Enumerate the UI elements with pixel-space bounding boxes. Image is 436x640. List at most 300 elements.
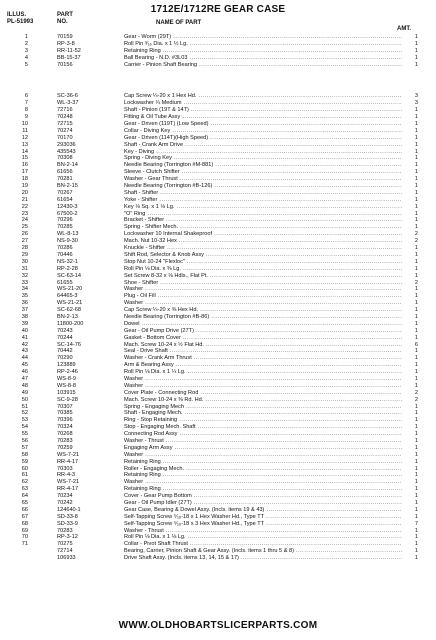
illus-number: 6 bbox=[24, 93, 28, 100]
illus-number: 71 bbox=[21, 541, 28, 548]
amount: 1 bbox=[414, 465, 418, 472]
illus-number: 23 bbox=[21, 210, 28, 217]
part-number: 70275 bbox=[57, 541, 73, 548]
illus-number: 17 bbox=[21, 169, 28, 176]
part-name: Bearing, Carrier, Pinion Shaft & Gear Assy. (Incls. items 1 thru 5 & 8) ..... bbox=[124, 548, 402, 555]
part-number: SD-33-8 bbox=[57, 513, 78, 520]
illus-number: 69 bbox=[21, 527, 28, 534]
part-number: 70446 bbox=[57, 251, 73, 258]
part-number: 70259 bbox=[57, 444, 73, 451]
amount: 1 bbox=[414, 61, 418, 68]
part-name: Connecting Rod Assy ..... bbox=[124, 431, 402, 438]
amount: 2 bbox=[414, 238, 418, 245]
part-number: 70385 bbox=[57, 410, 73, 417]
illus-number: 38 bbox=[21, 313, 28, 320]
amount: 1 bbox=[414, 307, 418, 314]
table-row bbox=[0, 528, 436, 535]
illus-number: 55 bbox=[21, 431, 28, 438]
part-number: NS-32-1 bbox=[57, 258, 78, 265]
part-number: 64465-3 bbox=[57, 293, 78, 300]
part-name: Retaining Ring ..... bbox=[124, 472, 402, 479]
amount: 7 bbox=[414, 520, 418, 527]
part-number: 70274 bbox=[57, 127, 73, 134]
illus-number: 70 bbox=[21, 534, 28, 541]
amount: 1 bbox=[414, 334, 418, 341]
illus-number: 28 bbox=[21, 245, 28, 252]
part-name: Gear - Worm (29T) ..... bbox=[124, 34, 402, 41]
amount: 1 bbox=[414, 431, 418, 438]
part-label: PART bbox=[57, 12, 73, 18]
part-name: Washer - Crank Arm Thrust ..... bbox=[124, 355, 402, 362]
illus-number: 16 bbox=[21, 162, 28, 169]
part-name: Collar - Diving Key ..... bbox=[124, 128, 402, 135]
illus-number: 11 bbox=[22, 127, 28, 134]
part-number: RR-4-3 bbox=[57, 472, 76, 479]
amount: 1 bbox=[414, 451, 418, 458]
amount: 1 bbox=[414, 196, 418, 203]
part-number: 70248 bbox=[57, 114, 73, 121]
part-name: Needle Bearing (Torrington #B-86) ..... bbox=[124, 314, 402, 321]
part-number: WS-7-21 bbox=[57, 479, 80, 486]
illus-number: 30 bbox=[21, 258, 28, 265]
part-name: Lockwasher 10 Internal Shakeproof ..... bbox=[124, 231, 402, 238]
table-row bbox=[0, 548, 436, 555]
part-name: Self-Tapping Screw ⁵⁄₁₆-18 x 1 Hex Washer Hd., Type TT ..... bbox=[124, 514, 402, 521]
part-number: 12430-3 bbox=[57, 203, 78, 210]
part-name: Bracket - Shifter ..... bbox=[124, 217, 402, 224]
part-number: 70170 bbox=[57, 134, 73, 141]
part-number: 61656 bbox=[57, 169, 73, 176]
part-name: Roller - Engaging Mech. ..... bbox=[124, 466, 402, 473]
amount: 1 bbox=[414, 417, 418, 424]
parts-list-number: PL-51993 bbox=[7, 19, 34, 25]
part-number: 103915 bbox=[57, 389, 76, 396]
amount: 1 bbox=[414, 40, 418, 47]
illus-number: 10 bbox=[21, 121, 28, 128]
part-number: 70267 bbox=[57, 189, 73, 196]
table-row bbox=[0, 114, 436, 121]
table-row bbox=[0, 41, 436, 48]
part-number: 70159 bbox=[57, 34, 73, 40]
illus-number: 66 bbox=[21, 506, 28, 513]
part-name: Washer ..... bbox=[124, 452, 402, 459]
illus-number: 60 bbox=[21, 465, 28, 472]
amount: 1 bbox=[414, 534, 418, 541]
amount: 1 bbox=[414, 437, 418, 444]
table-row bbox=[0, 300, 436, 307]
table-row bbox=[0, 155, 436, 162]
part-number: NS-9-30 bbox=[57, 238, 78, 245]
illus-number: 13 bbox=[21, 141, 28, 148]
part-number: 70244 bbox=[57, 334, 73, 341]
amount: 6 bbox=[414, 341, 418, 348]
part-number: RR-4-17 bbox=[57, 458, 79, 465]
illus-number: 43 bbox=[21, 348, 28, 355]
part-number: 70396 bbox=[57, 417, 73, 424]
table-row bbox=[0, 335, 436, 342]
amount: 1 bbox=[414, 169, 418, 176]
part-number: SC-14-76 bbox=[57, 341, 81, 348]
illus-number: 31 bbox=[21, 265, 28, 272]
table-row bbox=[0, 273, 436, 280]
part-name: Retaining Ring ..... bbox=[124, 486, 402, 493]
amount: 1 bbox=[414, 286, 418, 293]
part-name: Lockwasher ¼ Medium ..... bbox=[124, 100, 402, 107]
illus-number: 8 bbox=[24, 107, 28, 114]
table-row bbox=[0, 424, 436, 431]
illus-number: 35 bbox=[21, 293, 28, 300]
amount: 1 bbox=[414, 34, 418, 40]
table-row bbox=[0, 390, 436, 397]
table-row bbox=[0, 514, 436, 521]
table-row bbox=[0, 183, 436, 190]
amount: 1 bbox=[414, 189, 418, 196]
amount: 1 bbox=[414, 224, 418, 231]
part-number: WS-8-9 bbox=[57, 375, 76, 382]
illus-number: 3 bbox=[24, 47, 28, 54]
part-name: Washer - Thrust ..... bbox=[124, 528, 402, 535]
part-number: 435543 bbox=[57, 148, 76, 155]
amount: 1 bbox=[414, 121, 418, 128]
part-name: Retaining Ring ..... bbox=[124, 48, 402, 55]
part-name: Retaining Ring ..... bbox=[124, 459, 402, 466]
part-name: Dowel ..... bbox=[124, 321, 402, 328]
name-of-part-header: NAME OF PART bbox=[156, 20, 202, 26]
part-number: 61654 bbox=[57, 196, 73, 203]
amount-header: AMT. bbox=[397, 26, 411, 32]
amount: 1 bbox=[414, 513, 418, 520]
amount: 1 bbox=[414, 369, 418, 376]
illus-number: 59 bbox=[21, 458, 28, 465]
website-footer: WWW.OLDHOBARTSLICERPARTS.COM bbox=[118, 620, 318, 631]
table-row bbox=[0, 417, 436, 424]
part-name: Key ⅛ Sq. x 1 ⅛ Lg. ..... bbox=[124, 204, 402, 211]
amount: 1 bbox=[414, 176, 418, 183]
table-row bbox=[0, 500, 436, 507]
table-row bbox=[0, 438, 436, 445]
part-name: Gear - Driven (119T) (Low Speed) ..... bbox=[124, 121, 402, 128]
part-name: Mach. Screw 10-24 x ⅜ Rd. Hd. ..... bbox=[124, 397, 402, 404]
part-number: RP-2-28 bbox=[57, 265, 78, 272]
part-name: Stop - Engaging Mech. Shaft ..... bbox=[124, 424, 402, 431]
part-number: RR-4-17 bbox=[57, 486, 79, 493]
illus-number: 15 bbox=[21, 155, 28, 162]
illus-number: 44 bbox=[21, 355, 28, 362]
table-row bbox=[0, 149, 436, 156]
amount: 2 bbox=[414, 279, 418, 286]
illus-number: 36 bbox=[21, 300, 28, 307]
part-name: Spring - Diving Key ..... bbox=[124, 155, 402, 162]
amount: 3 bbox=[414, 100, 418, 107]
illus-number: 2 bbox=[24, 40, 28, 47]
illus-number: 68 bbox=[21, 520, 28, 527]
part-name: Washer - Thrust ..... bbox=[124, 438, 402, 445]
amount: 1 bbox=[414, 479, 418, 486]
part-name: Mach. Screw 10-24 x ½ Flat Hd. ..... bbox=[124, 342, 402, 349]
amount: 1 bbox=[414, 210, 418, 217]
table-row bbox=[0, 238, 436, 245]
part-name: Gear Case, Bearing & Dowel Assy. (Incls. items 19 & 43) ..... bbox=[124, 507, 402, 514]
illus-number: 12 bbox=[21, 134, 28, 141]
part-number: SC-62-68 bbox=[57, 307, 81, 314]
part-name: "O" Ring ..... bbox=[124, 211, 402, 218]
part-number: SD-33-9 bbox=[57, 520, 78, 527]
parts-table bbox=[0, 34, 436, 562]
part-number: SC-9-28 bbox=[57, 396, 78, 403]
part-number: BN-2-13 bbox=[57, 313, 78, 320]
table-row bbox=[0, 369, 436, 376]
part-number: RP-3-12 bbox=[57, 534, 78, 541]
part-number: RP-2-46 bbox=[57, 369, 78, 376]
table-row bbox=[0, 486, 436, 493]
part-name: Needle Bearing (Torrington #M-881) ..... bbox=[124, 162, 402, 169]
part-name: Carrier - Pinion Shaft Bearing ..... bbox=[124, 62, 402, 69]
part-number: 293036 bbox=[57, 141, 76, 148]
part-name: Seal - Drive Shaft ..... bbox=[124, 348, 402, 355]
page-title: 1712E/1712RE GEAR CASE bbox=[150, 4, 286, 15]
part-number: 70324 bbox=[57, 424, 73, 431]
part-name: Washer ..... bbox=[124, 376, 402, 383]
part-name: Collar - Pivot Shaft Thrust ..... bbox=[124, 541, 402, 548]
part-name: Knuckle - Shifter ..... bbox=[124, 245, 402, 252]
table-row bbox=[0, 328, 436, 335]
amount: 1 bbox=[414, 114, 418, 121]
part-name: Yoke - Shifter ..... bbox=[124, 197, 402, 204]
part-name: Gear - Oil Pump Drive (27T) ..... bbox=[124, 328, 402, 335]
illus-number: 5 bbox=[24, 61, 28, 68]
illus-number: 9 bbox=[24, 114, 28, 121]
part-name: Gasket - Bottom Cover ..... bbox=[124, 335, 402, 342]
part-number: 70283 bbox=[57, 527, 73, 534]
part-name: Sleeve - Clutch Shifter ..... bbox=[124, 169, 402, 176]
amount: 1 bbox=[414, 362, 418, 369]
part-number: RR-11-52 bbox=[57, 47, 81, 54]
amount: 1 bbox=[414, 320, 418, 327]
amount: 1 bbox=[414, 54, 418, 61]
illus-number: 67 bbox=[21, 513, 28, 520]
table-row bbox=[0, 493, 436, 500]
table-row bbox=[0, 466, 436, 473]
table-row bbox=[0, 55, 436, 62]
part-number: 124640-1 bbox=[57, 506, 81, 513]
part-number: 72714 bbox=[57, 548, 73, 555]
illus-number: 19 bbox=[21, 183, 28, 190]
part-name: Washer ..... bbox=[124, 286, 402, 293]
illus-number: 21 bbox=[21, 196, 28, 203]
part-number: 70290 bbox=[57, 355, 73, 362]
table-row bbox=[0, 383, 436, 390]
table-row bbox=[0, 507, 436, 514]
amount: 1 bbox=[414, 410, 418, 417]
illus-number: 64 bbox=[21, 493, 28, 500]
amount: 3 bbox=[414, 93, 418, 100]
illus-label: ILLUS. bbox=[7, 12, 26, 18]
part-name: Shaft - Engaging Mech. ..... bbox=[124, 410, 402, 417]
part-number: 70296 bbox=[57, 217, 73, 224]
table-row bbox=[0, 142, 436, 149]
part-name: Cover - Gear Pump Bottom ..... bbox=[124, 493, 402, 500]
part-name: Plug - Oil Fill ..... bbox=[124, 293, 402, 300]
table-row bbox=[0, 259, 436, 266]
table-row bbox=[0, 410, 436, 417]
amount: 1 bbox=[414, 47, 418, 54]
amount: 1 bbox=[414, 355, 418, 362]
amount: 1 bbox=[414, 258, 418, 265]
part-number-header bbox=[57, 12, 73, 26]
illus-number: 26 bbox=[21, 231, 28, 238]
part-name: Set Screw 8-32 x ⅛ Hdls., Flat Pt. ..... bbox=[124, 273, 402, 280]
illus-number: 41 bbox=[21, 334, 28, 341]
illus-number: 53 bbox=[21, 417, 28, 424]
amount: 1 bbox=[414, 313, 418, 320]
table-row bbox=[0, 362, 436, 369]
table-row bbox=[0, 431, 436, 438]
illus-number: 14 bbox=[21, 148, 28, 155]
table-row bbox=[0, 197, 436, 204]
table-row bbox=[0, 521, 436, 528]
part-name: Drive Shaft Assy. (Incls. items 13, 14, 15 & 17) ..... bbox=[124, 555, 402, 562]
amount: 1 bbox=[414, 375, 418, 382]
table-row bbox=[0, 404, 436, 411]
part-name: Cover Plate - Connecting Rod ..... bbox=[124, 390, 402, 397]
table-row bbox=[0, 376, 436, 383]
table-row bbox=[0, 472, 436, 479]
part-number: 72716 bbox=[57, 107, 73, 114]
part-number: 70442 bbox=[57, 348, 73, 355]
table-row bbox=[0, 107, 436, 114]
part-name: Stop Nut 10-24 "Flexloc" ..... bbox=[124, 259, 402, 266]
part-name: Engaging Arm Assy ..... bbox=[124, 445, 402, 452]
amount: 1 bbox=[414, 148, 418, 155]
amount: 2 bbox=[414, 389, 418, 396]
part-name: Washer ..... bbox=[124, 383, 402, 390]
group-gap bbox=[0, 68, 436, 93]
part-number: RP-3-8 bbox=[57, 40, 75, 47]
illus-number: 54 bbox=[21, 424, 28, 431]
amount: 1 bbox=[414, 127, 418, 134]
part-number: BN-2-14 bbox=[57, 162, 78, 169]
part-number: SC-63-14 bbox=[57, 272, 81, 279]
amount: 1 bbox=[414, 141, 418, 148]
table-row bbox=[0, 534, 436, 541]
illus-number: 48 bbox=[21, 382, 28, 389]
part-name: Spring - Shifter Mech. ..... bbox=[124, 224, 402, 231]
illus-number: 62 bbox=[21, 479, 28, 486]
amount: 2 bbox=[414, 231, 418, 238]
table-row bbox=[0, 355, 436, 362]
amount: 1 bbox=[414, 162, 418, 169]
part-number: BN-2-15 bbox=[57, 183, 78, 190]
table-row bbox=[0, 62, 436, 69]
table-row bbox=[0, 169, 436, 176]
amount: 1 bbox=[414, 217, 418, 224]
part-name: Washer ..... bbox=[124, 300, 402, 307]
part-number: SC-36-6 bbox=[57, 93, 78, 100]
amount: 1 bbox=[414, 527, 418, 534]
table-row bbox=[0, 348, 436, 355]
illus-number: 65 bbox=[21, 500, 28, 506]
table-row bbox=[0, 445, 436, 452]
illus-number: 29 bbox=[21, 251, 28, 258]
table-row bbox=[0, 307, 436, 314]
parts-group-1 bbox=[0, 34, 436, 68]
part-number: 70156 bbox=[57, 61, 73, 68]
part-name: Needle Bearing (Torrington #B-126) ..... bbox=[124, 183, 402, 190]
part-name: Washer ..... bbox=[124, 479, 402, 486]
table-row bbox=[0, 217, 436, 224]
part-name: Fitting & Oil Tube Assy ..... bbox=[124, 114, 402, 121]
illus-number: 51 bbox=[21, 403, 28, 410]
amount: 1 bbox=[414, 272, 418, 279]
part-number: 70303 bbox=[57, 465, 73, 472]
table-row bbox=[0, 128, 436, 135]
part-number: WL-3-37 bbox=[57, 100, 79, 107]
part-name: Roll Pin ⅛ Dia. x ⅜ Lg. ..... bbox=[124, 266, 402, 273]
parts-group-2 bbox=[0, 93, 436, 562]
table-row bbox=[0, 245, 436, 252]
part-number: 70308 bbox=[57, 155, 73, 162]
illus-number: 57 bbox=[21, 444, 28, 451]
table-row bbox=[0, 266, 436, 273]
amount: 1 bbox=[414, 348, 418, 355]
part-name: Cap Screw ¼-20 x 1 Hex Hd. ..... bbox=[124, 93, 402, 100]
amount: 1 bbox=[414, 251, 418, 258]
amount: 1 bbox=[414, 541, 418, 548]
illus-number: 63 bbox=[21, 486, 28, 493]
amount: 1 bbox=[414, 265, 418, 272]
amount: 1 bbox=[414, 403, 418, 410]
part-number: 72715 bbox=[57, 121, 73, 128]
illus-number: 4 bbox=[24, 54, 28, 61]
table-row bbox=[0, 293, 436, 300]
part-number: 70285 bbox=[57, 224, 73, 231]
part-number: 123889 bbox=[57, 362, 76, 369]
amount: 1 bbox=[414, 107, 418, 114]
table-row bbox=[0, 176, 436, 183]
illus-number: 42 bbox=[21, 341, 28, 348]
illus-number: 34 bbox=[21, 286, 28, 293]
illus-number: 39 bbox=[21, 320, 28, 327]
illus-number: 40 bbox=[21, 327, 28, 334]
no-label: NO. bbox=[57, 19, 68, 25]
part-number: 11800-200 bbox=[57, 320, 84, 327]
part-number: 61655 bbox=[57, 279, 73, 286]
amount: 2 bbox=[414, 396, 418, 403]
amount: 1 bbox=[414, 548, 418, 555]
amount: 1 bbox=[414, 245, 418, 252]
illus-number: 45 bbox=[21, 362, 28, 369]
illus-number: 46 bbox=[21, 369, 28, 376]
amount: 1 bbox=[414, 486, 418, 493]
part-name: Roll Pin ³⁄₁₆ Dia. x 1 ½ Lg. ..... bbox=[124, 41, 402, 48]
amount: 1 bbox=[414, 472, 418, 479]
part-name: Cap Screw ¼-20 x ⅜ Hex Hd. ..... bbox=[124, 307, 402, 314]
amount: 1 bbox=[414, 203, 418, 210]
part-name: Mach. Nut 10-32 Hex ..... bbox=[124, 238, 402, 245]
illus-number: 18 bbox=[21, 176, 28, 183]
part-name: Shaft - Pinion (19T & 14T) ..... bbox=[124, 107, 402, 114]
amount: 1 bbox=[414, 134, 418, 141]
part-name: Shaft - Crank Arm Drive ..... bbox=[124, 142, 402, 149]
part-name: Shoe - Shifter ..... bbox=[124, 280, 402, 287]
part-number: 70281 bbox=[57, 176, 73, 183]
table-row bbox=[0, 286, 436, 293]
illus-number: 1 bbox=[24, 34, 28, 40]
part-number: WS-7-21 bbox=[57, 451, 80, 458]
table-row bbox=[0, 252, 436, 259]
table-row bbox=[0, 397, 436, 404]
table-row bbox=[0, 211, 436, 218]
